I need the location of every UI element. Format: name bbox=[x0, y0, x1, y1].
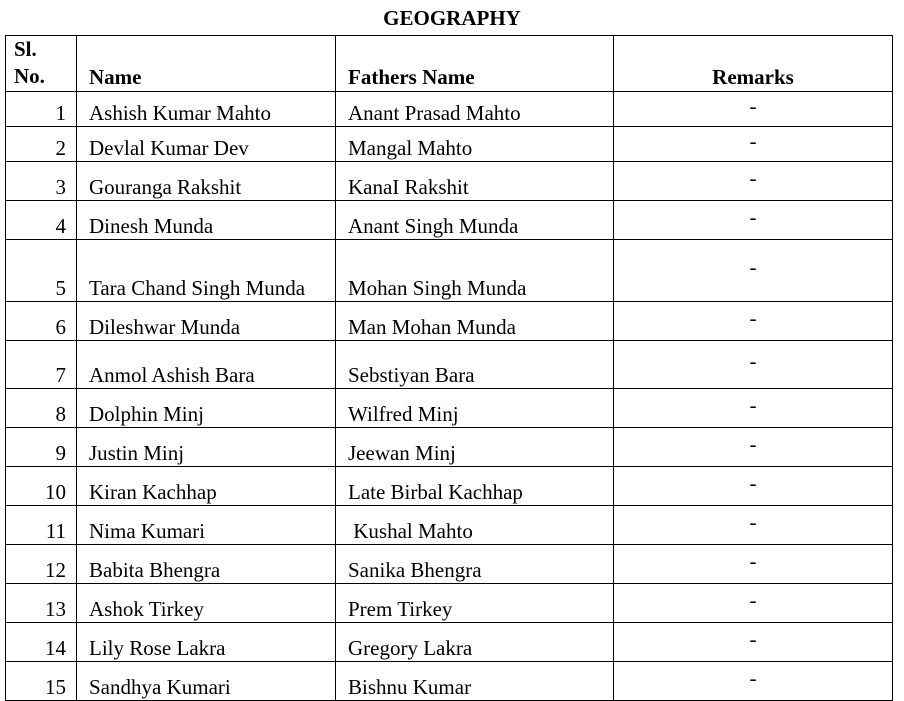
cell-sl-no: 14 bbox=[6, 623, 77, 662]
cell-sl-no: 11 bbox=[6, 506, 77, 545]
cell-fathers-name: Mangal Mahto bbox=[336, 127, 614, 162]
cell-fathers-name: Sanika Bhengra bbox=[336, 545, 614, 584]
cell-sl-no: 8 bbox=[6, 389, 77, 428]
cell-sl-no: 5 bbox=[6, 240, 77, 302]
cell-name: Lily Rose Lakra bbox=[77, 623, 336, 662]
table-row bbox=[6, 92, 893, 127]
table-row bbox=[6, 506, 893, 545]
cell-fathers-name: Sebstiyan Bara bbox=[336, 341, 614, 389]
sl-header-line2: No. bbox=[14, 64, 45, 88]
column-header-fathers-name: Fathers Name bbox=[336, 36, 614, 92]
cell-fathers-name: Man Mohan Munda bbox=[336, 302, 614, 341]
cell-name: Sandhya Kumari bbox=[77, 662, 336, 701]
cell-fathers-name: Anant Singh Munda bbox=[336, 201, 614, 240]
column-header-remarks: Remarks bbox=[614, 36, 893, 92]
table-row bbox=[6, 341, 893, 389]
cell-sl-no: 13 bbox=[6, 584, 77, 623]
cell-fathers-name: Mohan Singh Munda bbox=[336, 240, 614, 302]
cell-remarks: - bbox=[614, 302, 893, 341]
cell-sl-no: 15 bbox=[6, 662, 77, 701]
cell-remarks: - bbox=[614, 127, 893, 162]
table-row bbox=[6, 467, 893, 506]
table-row bbox=[6, 623, 893, 662]
cell-name: Babita Bhengra bbox=[77, 545, 336, 584]
cell-fathers-name: KanaI Rakshit bbox=[336, 162, 614, 201]
cell-name: Dolphin Minj bbox=[77, 389, 336, 428]
cell-sl-no: 10 bbox=[6, 467, 77, 506]
table-row bbox=[6, 428, 893, 467]
cell-name: Nima Kumari bbox=[77, 506, 336, 545]
table-row bbox=[6, 545, 893, 584]
cell-remarks: - bbox=[614, 201, 893, 240]
cell-fathers-name: Prem Tirkey bbox=[336, 584, 614, 623]
table-row bbox=[6, 302, 893, 341]
cell-name: Dileshwar Munda bbox=[77, 302, 336, 341]
cell-name: Dinesh Munda bbox=[77, 201, 336, 240]
cell-name: Devlal Kumar Dev bbox=[77, 127, 336, 162]
cell-sl-no: 7 bbox=[6, 341, 77, 389]
cell-name: Anmol Ashish Bara bbox=[77, 341, 336, 389]
cell-sl-no: 1 bbox=[6, 92, 77, 127]
cell-sl-no: 6 bbox=[6, 302, 77, 341]
cell-name: Ashok Tirkey bbox=[77, 584, 336, 623]
cell-remarks: - bbox=[614, 341, 893, 389]
table-row bbox=[6, 201, 893, 240]
cell-name: Ashish Kumar Mahto bbox=[77, 92, 336, 127]
page-title: GEOGRAPHY bbox=[383, 6, 521, 30]
cell-name: Kiran Kachhap bbox=[77, 467, 336, 506]
cell-fathers-name: Anant Prasad Mahto bbox=[336, 92, 614, 127]
cell-name: Tara Chand Singh Munda bbox=[77, 240, 336, 302]
table-row bbox=[6, 240, 893, 302]
cell-remarks: - bbox=[614, 240, 893, 302]
cell-remarks: - bbox=[614, 584, 893, 623]
column-header-name: Name bbox=[77, 36, 336, 92]
cell-fathers-name: Gregory Lakra bbox=[336, 623, 614, 662]
cell-fathers-name: Wilfred Minj bbox=[336, 389, 614, 428]
cell-remarks: - bbox=[614, 662, 893, 701]
cell-remarks: - bbox=[614, 389, 893, 428]
cell-sl-no: 2 bbox=[6, 127, 77, 162]
cell-remarks: - bbox=[614, 428, 893, 467]
table-row bbox=[6, 389, 893, 428]
table-row bbox=[6, 662, 893, 701]
cell-sl-no: 4 bbox=[6, 201, 77, 240]
cell-remarks: - bbox=[614, 623, 893, 662]
cell-sl-no: 12 bbox=[6, 545, 77, 584]
table-header-row bbox=[6, 36, 893, 92]
sl-header-line1: Sl. bbox=[14, 37, 37, 61]
cell-remarks: - bbox=[614, 467, 893, 506]
student-table bbox=[5, 35, 893, 701]
cell-sl-no: 9 bbox=[6, 428, 77, 467]
cell-name: Justin Minj bbox=[77, 428, 336, 467]
cell-name: Gouranga Rakshit bbox=[77, 162, 336, 201]
cell-remarks: - bbox=[614, 162, 893, 201]
table-row bbox=[6, 584, 893, 623]
cell-sl-no: 3 bbox=[6, 162, 77, 201]
cell-fathers-name: Bishnu Kumar bbox=[336, 662, 614, 701]
cell-fathers-name: Late Birbal Kachhap bbox=[336, 467, 614, 506]
cell-fathers-name: Kushal Mahto bbox=[336, 506, 614, 545]
column-header-sl-no bbox=[6, 36, 77, 92]
cell-remarks: - bbox=[614, 545, 893, 584]
cell-fathers-name: Jeewan Minj bbox=[336, 428, 614, 467]
cell-remarks: - bbox=[614, 506, 893, 545]
table-row bbox=[6, 127, 893, 162]
table-row bbox=[6, 162, 893, 201]
cell-remarks: - bbox=[614, 92, 893, 127]
